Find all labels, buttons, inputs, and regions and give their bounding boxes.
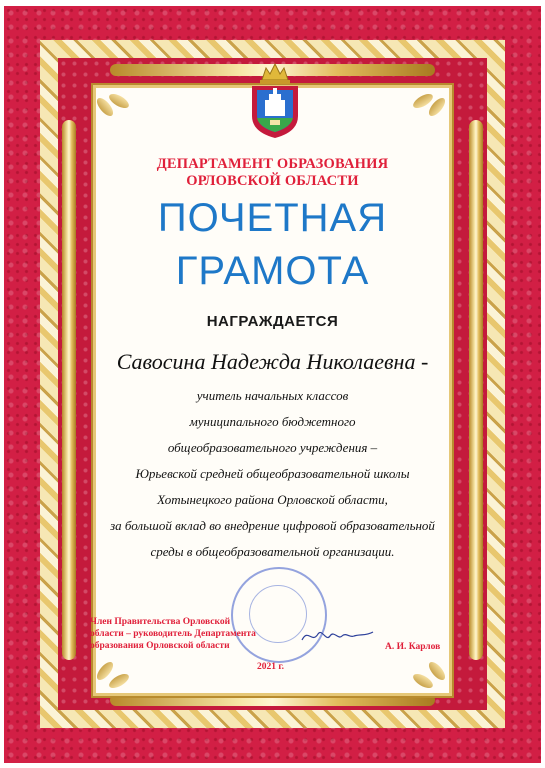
certificate-title-line-1: ПОЧЕТНАЯ	[157, 196, 388, 240]
department-name	[0, 156, 545, 190]
body-line-6: за большой вклад во внедрение цифровой образовательной	[110, 518, 435, 533]
body-line-5: Хотынецкого района Орловской области,	[157, 492, 388, 507]
ribbon-bottom	[110, 694, 435, 706]
certificate-title-line-2: ГРАМОТА	[175, 249, 370, 293]
body-line-3: общеобразовательного учреждения –	[167, 440, 378, 455]
body-line-1: учитель начальных классов	[196, 388, 349, 403]
department-line-2: ОРЛОВСКОЙ ОБЛАСТИ	[186, 173, 359, 189]
signatory-position-line-3: образования Орловской области	[90, 641, 230, 651]
body-line-7: среды в общеобразовательной организации.	[150, 544, 395, 559]
signatory-position-line-2: области – руководитель Департамента	[90, 629, 256, 639]
department-line-1: ДЕПАРТАМЕНТ ОБРАЗОВАНИЯ	[156, 156, 389, 172]
awarded-label: НАГРАЖДАЕТСЯ	[206, 313, 339, 330]
issue-year: 2021 г.	[257, 662, 284, 672]
signatory-position-line-1: Член Правительства Орловской	[90, 617, 231, 627]
handwritten-signature	[300, 624, 375, 646]
signatory-position	[90, 616, 270, 652]
body-line-4: Юрьевской средней общеобразовательной школы	[135, 466, 410, 481]
recipient-name: Савосина Надежда Николаевна -	[116, 349, 429, 374]
signatory-name: А. И. Карлов	[385, 642, 441, 652]
body-line-2: муниципального бюджетного	[189, 414, 356, 429]
coat-of-arms-icon	[248, 60, 302, 140]
